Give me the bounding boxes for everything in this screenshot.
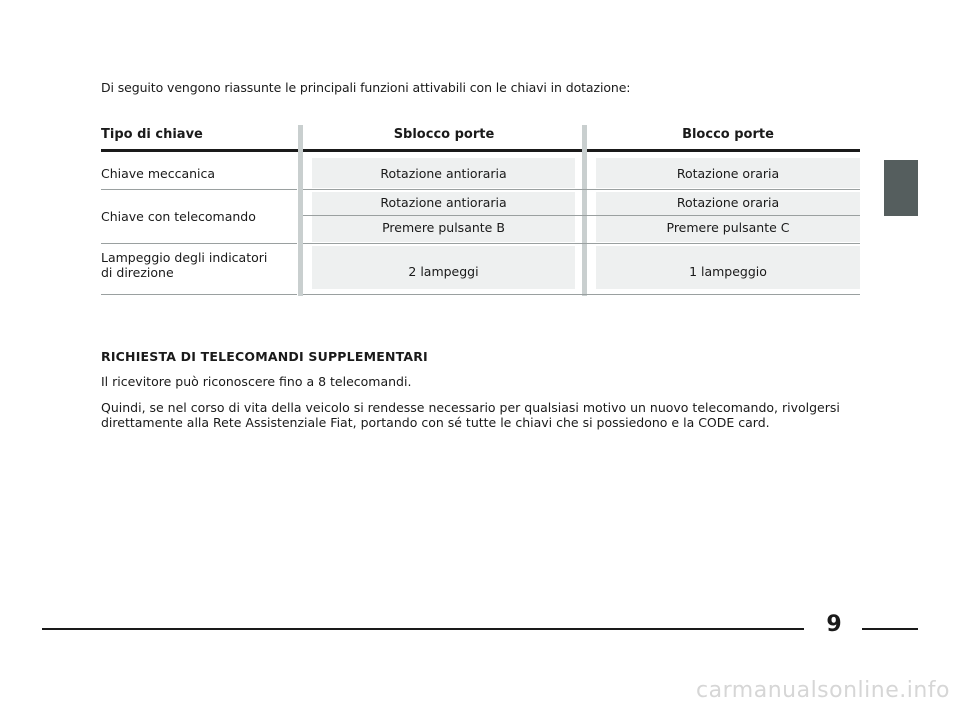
watermark: carmanualsonline.info <box>696 678 950 703</box>
row-key-type <box>101 250 267 280</box>
column-separator <box>298 125 303 296</box>
row-lock: Rotazione oraria <box>676 195 780 210</box>
key-functions-table <box>101 122 860 297</box>
row-divider <box>303 294 860 295</box>
row-divider <box>303 215 860 216</box>
header-rule <box>101 149 860 152</box>
header-unlock: Sblocco porte <box>393 127 495 142</box>
row-divider <box>101 294 297 295</box>
row-lock: Premere pulsante C <box>666 220 790 235</box>
row-lock: 1 lampeggio <box>689 264 767 279</box>
row-key-type-line: Lampeggio degli indicatori <box>101 250 268 265</box>
header-key-type: Tipo di chiave <box>101 127 203 142</box>
row-divider <box>303 243 860 244</box>
row-unlock: 2 lampeggi <box>408 264 479 279</box>
paragraph: Quindi, se nel corso di vita della veicolo si rendesse necessario per qualsiasi motivo un nuovo telecomando, rivolgersi direttamente alla Rete Assistenziale Fiat, portando con sé tutte le chiavi che si possiedono e la CODE card. <box>101 400 840 430</box>
column-separator <box>582 125 587 296</box>
footer-rule <box>42 628 804 630</box>
row-divider <box>303 189 860 190</box>
row-divider <box>101 189 297 190</box>
row-key-type: Chiave meccanica <box>101 166 216 181</box>
section-title: RICHIESTA DI TELECOMANDI SUPPLEMENTARI <box>101 349 428 364</box>
page-number: 9 <box>826 612 842 637</box>
row-unlock: Rotazione antioraria <box>380 195 507 210</box>
paragraph: Il ricevitore può riconoscere fino a 8 telecomandi. <box>101 374 412 389</box>
intro-text: Di seguito vengono riassunte le principali funzioni attivabili con le chiavi in dotazione: <box>101 80 631 95</box>
chapter-tab-marker <box>884 160 918 216</box>
row-divider <box>101 243 297 244</box>
row-lock: Rotazione oraria <box>676 166 780 181</box>
row-key-type: Chiave con telecomando <box>101 209 256 224</box>
header-lock: Blocco porte <box>682 127 774 142</box>
footer-rule <box>862 628 918 630</box>
row-unlock: Premere pulsante B <box>382 220 505 235</box>
row-key-type-line: di direzione <box>101 265 174 280</box>
row-unlock: Rotazione antioraria <box>380 166 507 181</box>
